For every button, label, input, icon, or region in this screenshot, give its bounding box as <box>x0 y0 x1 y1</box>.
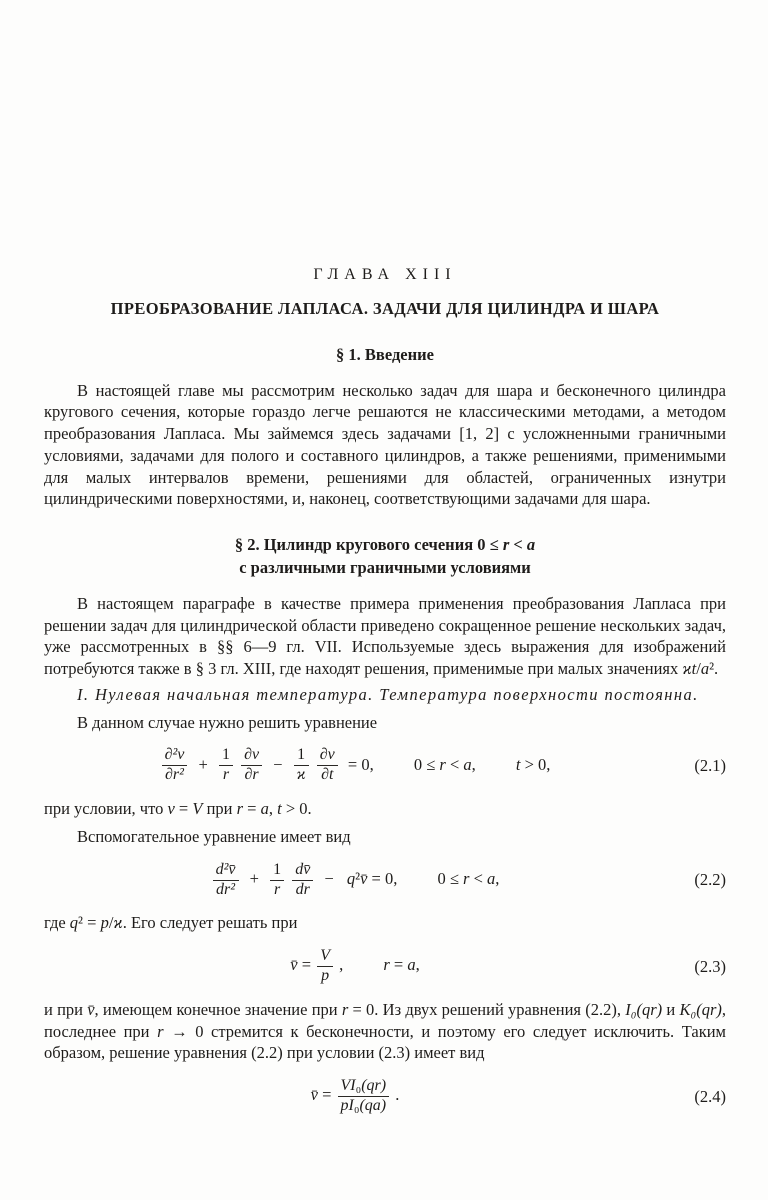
section-1-heading: § 1. Введение <box>336 344 434 364</box>
numerator: V <box>317 947 333 967</box>
time-condition: t > 0, <box>515 754 551 774</box>
fraction-dv-dr <box>241 746 262 785</box>
paragraph-boundary-condition: при условии, что v = V при r = a, t > 0. <box>44 799 312 819</box>
subsection-heading: I. Нулевая начальная температура. Температура поверхности постоянна. <box>77 684 699 704</box>
section-2-heading-line2: с различными граничными условиями <box>239 558 531 577</box>
denominator: r <box>273 880 281 898</box>
vbar-equals: v̄ = <box>290 955 316 975</box>
numerator: ∂²v <box>162 746 188 766</box>
numerator: 1 <box>219 746 233 766</box>
denominator: r <box>222 766 230 784</box>
fraction-VI0qr-pI0qa <box>338 1077 390 1116</box>
equation-body <box>311 1077 400 1116</box>
equation-number: (2.3) <box>694 956 726 976</box>
domain-condition: 0 ≤ r < a, <box>437 868 500 888</box>
denominator: ∂t <box>321 766 334 784</box>
fraction-1-kappa <box>294 746 309 785</box>
numerator: VI₀(qr) <box>338 1077 390 1097</box>
denominator: ∂r <box>244 766 259 784</box>
comma: , <box>339 955 344 975</box>
denominator: dr² <box>216 880 236 898</box>
equation-number: (2.2) <box>694 870 726 890</box>
equation-body <box>211 861 500 900</box>
numerator: 1 <box>294 746 309 766</box>
numerator: ∂v <box>241 746 262 766</box>
fraction-V-p <box>317 947 333 986</box>
section-1-paragraph: В настоящей главе мы рассмотрим несколько задач для шара и бесконечного цилиндра кругового сечения, которые гораздо легче решаются не классическими методами, а методом преобразования Лапласа. Мы займемся здесь задачами [1, 2] с усложненными граничными условиями, задачами для полого и составного цилиндров, а также решениями, применимыми для малых интервалов времени, решениями для областей, ограниченных изнутри цилиндрическими поверхностями, и, наконец, соответствующими задачами для шара. <box>44 380 726 509</box>
fraction-1-r <box>270 861 284 900</box>
paragraph-subsidiary-equation: Вспомогательное уравнение имеет вид <box>77 826 351 846</box>
denominator: p <box>321 967 330 985</box>
equation-2-1 <box>44 746 726 785</box>
section-2-heading-line1: § 2. Цилиндр кругового сечения 0 ≤ r < a <box>234 535 536 555</box>
fraction-dvbar-dr <box>292 861 313 900</box>
paragraph-intro-equation: В данном случае нужно решить уравнение <box>77 712 378 732</box>
minus-operator: − <box>273 754 283 774</box>
fraction-dv-dt <box>317 746 338 785</box>
equals-zero: = 0, <box>347 754 374 774</box>
q2vbar-equals-zero: q²v̄ = 0, <box>346 868 398 888</box>
plus-operator: + <box>249 868 259 888</box>
numerator: dv̄ <box>292 861 313 881</box>
numerator: ∂v <box>317 746 338 766</box>
chapter-title: ПРЕОБРАЗОВАНИЕ ЛАПЛАСА. ЗАДАЧИ ДЛЯ ЦИЛИНДРА И ШАРА <box>110 299 660 319</box>
equation-body <box>290 947 419 986</box>
equation-body <box>160 746 551 785</box>
denominator: ϰ <box>296 766 306 784</box>
paragraph-q-definition: где q² = p/ϰ. Его следует решать при <box>44 913 298 933</box>
numerator: 1 <box>270 861 284 881</box>
paragraph-solution-discussion: и при v̄, имеющем конечное значение при r = 0. Из двух решений уравнения (2.2), I₀(qr) и K₀(qr), последнее при r → 0 стремится к бесконечности, и поэтому его следует исключить. Таким образом, решение уравнения (2.2) при условии (2.3) имеет вид <box>44 999 726 1063</box>
boundary-condition: r = a, <box>383 955 420 975</box>
numerator: d²v̄ <box>213 861 239 881</box>
denominator: pI₀(qa) <box>340 1097 387 1115</box>
domain-condition: 0 ≤ r < a, <box>413 754 476 774</box>
equation-number: (2.1) <box>694 755 726 775</box>
equation-number: (2.4) <box>694 1086 726 1106</box>
vbar-equals: v̄ = <box>310 1085 336 1105</box>
chapter-label: ГЛАВА XIII <box>313 266 457 283</box>
minus-operator: − <box>324 868 334 888</box>
denominator: dr <box>295 880 310 898</box>
fraction-d2vbar-dr2 <box>213 861 239 900</box>
equation-2-4 <box>44 1077 726 1116</box>
equation-2-3 <box>44 947 726 986</box>
fraction-1-r <box>219 746 233 785</box>
equation-2-2 <box>44 861 726 900</box>
section-2-paragraph-1: В настоящем параграфе в качестве примера применения преобразования Лапласа при решении задач для цилиндрической области приведено сокращенное решение нескольких задач, уже рассмотренных в §§ 6—9 гл. VII. Используемые здесь выражения для изображений потребуются также в § 3 гл. XIII, где находят решения, применимые при малых значениях ϰt/a². <box>44 593 726 679</box>
fraction-d2v-dr2 <box>162 746 188 785</box>
period: . <box>395 1085 400 1105</box>
denominator: ∂r² <box>165 766 184 784</box>
plus-operator: + <box>198 754 208 774</box>
